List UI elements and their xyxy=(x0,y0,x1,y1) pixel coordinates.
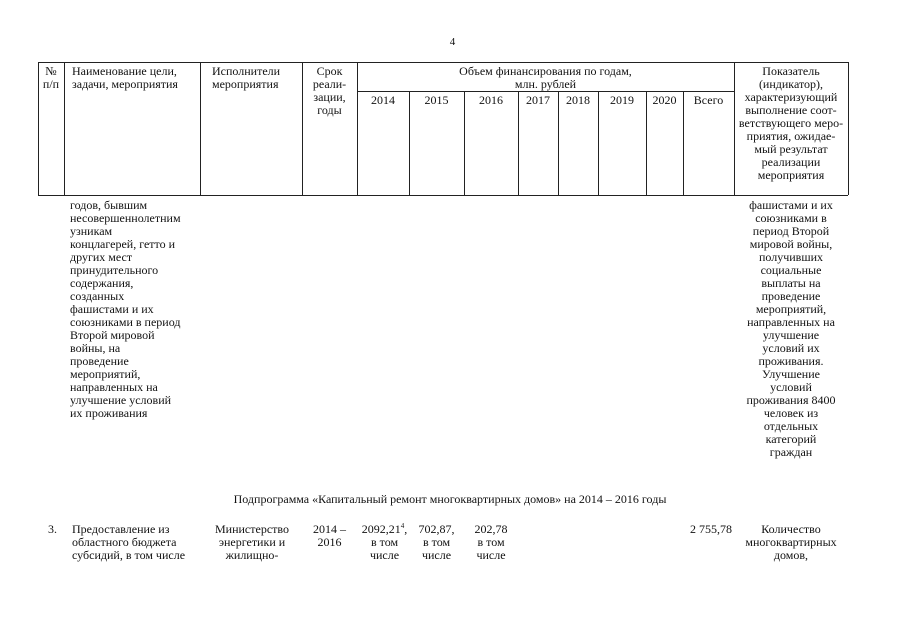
header-year-2015: 2015 xyxy=(424,93,449,107)
row3-executor: Министерство энергетики и жилищно- xyxy=(215,522,289,562)
row3-2016: 202,78 в том числе xyxy=(474,522,508,562)
header-year-2016: 2016 xyxy=(479,93,503,107)
row3-2014: 2092,21$^4$, в том числе xyxy=(361,522,408,562)
subprogram-title: Подпрограмма «Капитальный ремонт многоквартирных домов» на 2014 – 2016 годы xyxy=(233,492,667,506)
row3-2014-value: 2092,21 xyxy=(361,522,401,536)
header-name: Наименование цели, задачи, мероприятия xyxy=(72,64,178,91)
col-border-6 xyxy=(848,62,849,195)
table-top-border xyxy=(38,62,848,63)
continuation-indicator-cell: фашистами и их союзниками в период Второй мировой войны, получивших социальные выплаты на проведение мероприятий, направленных на улучшение условий их проживания. Улучшение условий проживания 8400 человек из отдельных категорий граждан xyxy=(746,198,836,459)
col-border-2 xyxy=(200,62,201,195)
row3-num: 3. xyxy=(48,522,57,536)
footnote-mark: 4 xyxy=(400,522,405,530)
header-year-2019: 2019 xyxy=(610,93,634,107)
header-funding-title: Объем финансирования по годам, млн. рублей xyxy=(459,64,632,91)
header-year-2018: 2018 xyxy=(566,93,590,107)
header-year-2014: 2014 xyxy=(371,93,395,107)
continuation-name-cell: годов, бывшим несовершеннолетним узникам концлагерей, гетто и других мест принудительного содержания, созданных фашистами и их союзниками в период Второй мировой войны, на проведение мероприятий, направленных на улучшение условий их проживания xyxy=(70,198,181,420)
row3-name: Предоставление из областного бюджета субсидий, в том числе xyxy=(72,522,186,562)
col-border-1 xyxy=(64,62,65,195)
header-num: № п/п xyxy=(42,64,60,91)
header-total: Всего xyxy=(693,93,724,107)
row3-2015: 702,87, в том числе xyxy=(418,522,455,562)
table-header-bottom-border xyxy=(38,195,848,196)
years-row-top-border xyxy=(357,91,734,92)
row3-term: 2014 – 2016 xyxy=(313,522,346,549)
header-year-2017: 2017 xyxy=(526,93,550,107)
page-number: 4 xyxy=(449,36,456,48)
row3-total: 2 755,78 xyxy=(690,522,732,536)
header-year-2020: 2020 xyxy=(652,93,677,107)
header-term: Срок реали- зации, годы xyxy=(312,64,347,117)
row3-indicator: Количество многоквартирных домов, xyxy=(745,522,837,562)
header-executors: Исполнители мероприятия xyxy=(212,64,281,91)
header-indicator: Показатель (индикатор), характеризующий выполнение соот- ветствующего меро- приятия, ожидае- мый результат реализации мероприятия xyxy=(738,64,844,182)
